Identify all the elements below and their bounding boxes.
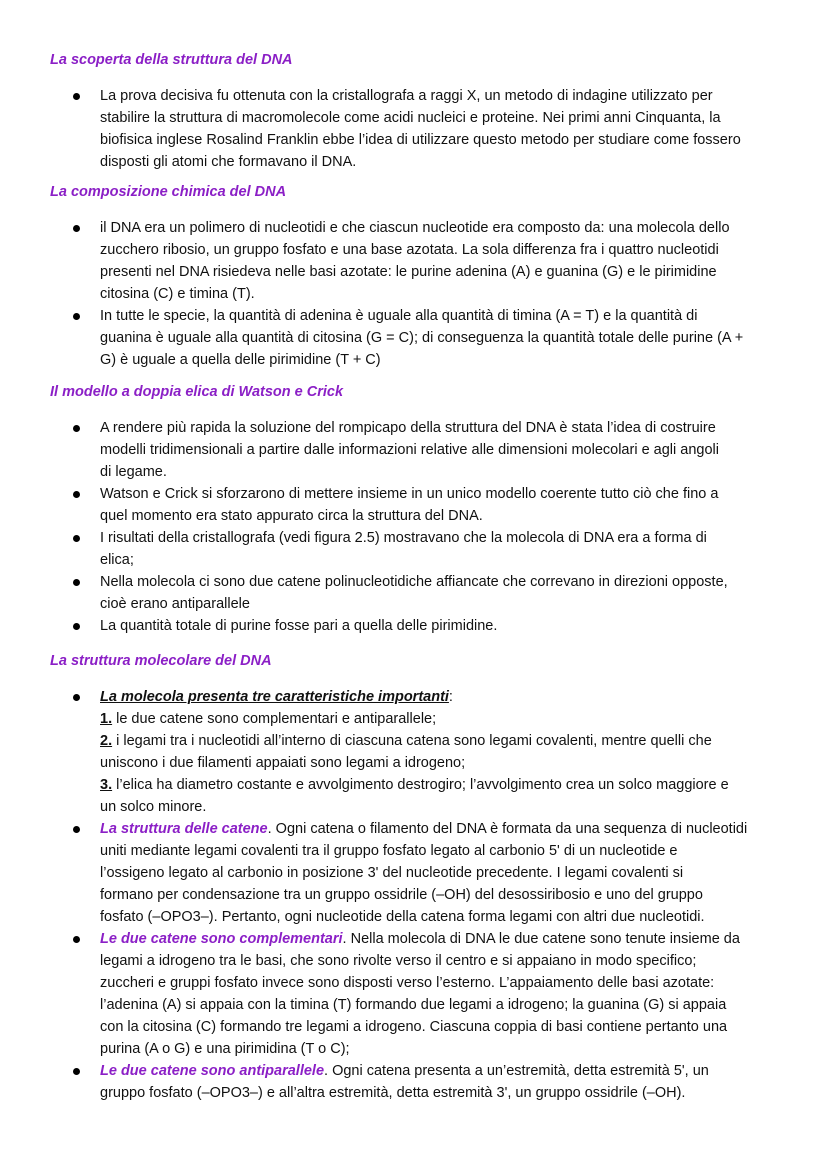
paragraph-line: uniti mediante legami covalenti tra il gruppo fosfato legato al carbonio 5' di un nucleotide e: [100, 843, 678, 859]
paragraph-line: purina (A o G) e una pirimidina (T o C);: [100, 1041, 350, 1057]
paragraph-line: Watson e Crick si sforzarono di mettere insieme in un unico modello coerente tutto ciò che fino a: [100, 486, 719, 502]
paragraph-line: zuccheri e gruppi fosfato invece sono disposti verso l’esterno. L’appaiamento delle basi azotate:: [100, 975, 715, 991]
paragraph-line: stabilire la struttura di macromolecole come acidi nucleici e proteine. Nei primi anni Cinquanta, la: [100, 110, 721, 126]
paragraph-line: disposti gli atomi che formavano il DNA.: [100, 154, 357, 170]
paragraph-line: di legame.: [100, 464, 167, 480]
bullet-icon: [73, 579, 80, 586]
bullet-icon: [73, 694, 80, 701]
bullet-icon: [73, 826, 80, 833]
section-heading: La struttura molecolare del DNA: [50, 653, 272, 669]
bullet-icon: [73, 936, 80, 943]
paragraph-line: In tutte le specie, la quantità di adenina è uguale alla quantità di timina (A = T) e la quantità di: [100, 308, 698, 324]
paragraph-line: Le due catene sono antiparallele. Ogni catena presenta a un’estremità, detta estremità 5', un: [100, 1063, 709, 1079]
bullet-icon: [73, 491, 80, 498]
paragraph-line: elica;: [100, 552, 134, 568]
bullet-icon: [73, 425, 80, 432]
paragraph-line: Nella molecola ci sono due catene polinucleotidiche affiancate che correvano in direzioni opposte,: [100, 574, 728, 590]
numbered-point: 2. i legami tra i nucleotidi all’interno di ciascuna catena sono legami covalenti, mentre quelli che: [100, 733, 712, 749]
paragraph-line: citosina (C) e timina (T).: [100, 286, 255, 302]
paragraph-line: guanina è uguale alla quantità di citosina (G = C); di conseguenza la quantità totale delle purine (A +: [100, 330, 744, 346]
bullet-icon: [73, 1068, 80, 1075]
paragraph-line: Le due catene sono complementari. Nella molecola di DNA le due catene sono tenute insieme da: [100, 931, 740, 947]
paragraph-line: La prova decisiva fu ottenuta con la cristallografa a raggi X, un metodo di indagine utilizzato per: [100, 88, 713, 104]
bullet-icon: [73, 535, 80, 542]
paragraph-line: con la citosina (C) formando tre legami a idrogeno. Ciascuna coppia di basi contiene pertanto una: [100, 1019, 728, 1035]
paragraph-line: La molecola presenta tre caratteristiche importanti:: [100, 689, 453, 705]
section-heading: Il modello a doppia elica di Watson e Crick: [50, 384, 344, 400]
bullet-icon: [73, 623, 80, 630]
paragraph-line: gruppo fosfato (–OPO3–) e all’altra estremità, detta estremità 3', un gruppo ossidrile (–OH).: [100, 1085, 686, 1101]
paragraph-line: fosfato (–OPO3–). Pertanto, ogni nucleotide della catena forma legami con altri due nucleotidi.: [100, 909, 705, 925]
paragraph-line: formano per condensazione tra un gruppo ossidrile (–OH) del desossiribosio e uno del gruppo: [100, 887, 703, 903]
paragraph-line: G) è uguale a quella delle pirimidine (T + C): [100, 352, 381, 368]
paragraph-line: modelli tridimensionali a partire dalle informazioni relative alle dimensioni molecolari e agli angoli: [100, 442, 719, 458]
paragraph-line: zucchero ribosio, un gruppo fosfato e una base azotata. La sola differenza fra i quattro nucleotidi: [100, 242, 719, 258]
paragraph-line: cioè erano antiparallele: [100, 596, 250, 612]
numbered-point: 1. le due catene sono complementari e antiparallele;: [100, 711, 437, 727]
paragraph-line: quel momento era stato appurato circa la struttura del DNA.: [100, 508, 483, 524]
paragraph-line: I risultati della cristallografa (vedi figura 2.5) mostravano che la molecola di DNA era a forma di: [100, 530, 707, 546]
numbered-point: 3. l’elica ha diametro costante e avvolgimento destrogiro; l’avvolgimento crea un solco maggiore e: [100, 777, 729, 793]
paragraph-line: il DNA era un polimero di nucleotidi e che ciascun nucleotide era composto da: una molecola dello: [100, 220, 730, 236]
bullet-icon: [73, 225, 80, 232]
paragraph-line: La struttura delle catene. Ogni catena o filamento del DNA è formata da una sequenza di nucleotidi: [100, 821, 748, 837]
paragraph-line: l’ossigeno legato al carbonio in posizione 3' del nucleotide precedente. I legami covalenti si: [100, 865, 684, 881]
section-heading: La scoperta della struttura del DNA: [50, 52, 293, 68]
bullet-icon: [73, 93, 80, 100]
paragraph-line: biofisica inglese Rosalind Franklin ebbe l’idea di utilizzare questo metodo per studiare come fossero: [100, 132, 741, 148]
paragraph-line: un solco minore.: [100, 799, 207, 815]
paragraph-line: l’adenina (A) si appaia con la timina (T) formando due legami a idrogeno; la guanina (G) si appaia: [100, 997, 727, 1013]
section-heading: La composizione chimica del DNA: [50, 184, 287, 200]
bullet-icon: [73, 313, 80, 320]
paragraph-line: legami a idrogeno tra le basi, che sono rivolte verso il centro e si appaiano in modo specifico;: [100, 953, 697, 969]
paragraph-line: presenti nel DNA risiedeva nelle basi azotate: le purine adenina (A) e guanina (G) e le pirimidine: [100, 264, 717, 280]
paragraph-line: La quantità totale di purine fosse pari a quella delle pirimidine.: [100, 618, 498, 634]
paragraph-line: A rendere più rapida la soluzione del rompicapo della struttura del DNA è stata l’idea di costruire: [100, 420, 716, 436]
paragraph-line: uniscono i due filamenti appaiati sono legami a idrogeno;: [100, 755, 466, 771]
